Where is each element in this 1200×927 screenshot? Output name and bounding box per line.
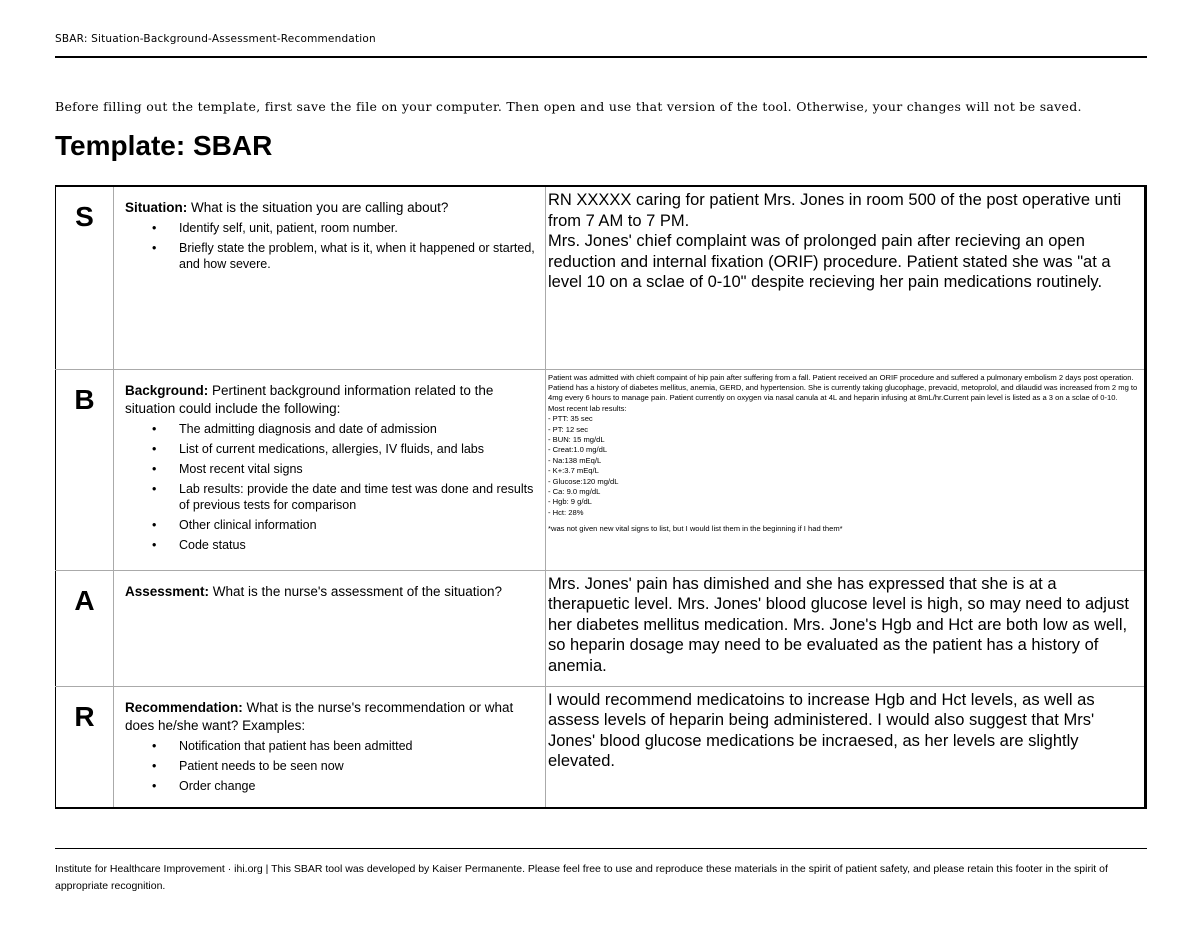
bullet-item: • Identify self, unit, patient, room number. (125, 220, 535, 236)
response-line[interactable]: - BUN: 15 mg/dL (548, 434, 605, 444)
bullet-item: • Notification that patient has been admitted (125, 738, 535, 754)
situation-prompt (114, 186, 546, 369)
instructions-text: Before filling out the template, first save the file on your computer. Then open and use that version of the tool. Otherwise, your changes will not be saved. (55, 99, 1082, 114)
header-divider (55, 56, 1147, 58)
sbar-row-background (56, 369, 1146, 570)
bullet-item: • Other clinical information (125, 517, 535, 533)
prompt-label: Assessment: (125, 583, 210, 599)
bullet-item: • Most recent vital signs (125, 461, 535, 477)
bullet-item: • List of current medications, allergies, IV fluids, and labs (125, 441, 535, 457)
response-line[interactable]: - Hct: 28% (548, 507, 584, 517)
page-title: Template: SBAR (55, 130, 273, 161)
bullet-item: • Patient needs to be seen now (125, 758, 535, 774)
prompt-label: Recommendation: (125, 699, 243, 715)
page-footer: Institute for Healthcare Improvement · ihi.org | This SBAR tool was developed by Kaiser Permanente. Please feel free to use and reproduce these materials in the spirit of patient safety, and please retain this footer in the spirit of appropriate recognition. (55, 863, 1108, 892)
prompt-label: Background: (125, 382, 209, 398)
response-line[interactable]: Patient was admitted with chieft compaint of hip pain after suffering from a fall. Patient received an ORIF procedure and suffered a pulmonary embolism 2 days post operation. (548, 372, 1134, 382)
prompt-text: What is the nurse's recommendation or what does he/she want? Examples: (125, 699, 514, 733)
response-line[interactable]: Most recent lab results: (548, 403, 627, 413)
prompt-bullets (125, 421, 535, 553)
bullet-item: • Order change (125, 778, 535, 794)
prompt-text: What is the situation you are calling about? (187, 200, 449, 215)
response-line[interactable]: - Hgb: 9 g/dL (548, 497, 592, 507)
response-line[interactable]: - PTT: 35 sec (548, 414, 593, 424)
bullet-item: • Briefly state the problem, what is it, when it happened or started, and how severe. (125, 240, 535, 272)
row-letter: S (56, 186, 114, 369)
response-line[interactable]: - K+:3.7 mEq/L (548, 466, 599, 476)
response-line[interactable]: Patiend has a history of diabetes mellitus, anemia, GERD, and hypertension. She is currently taking glucophage, prevacid, metoprolol, and dilaudid was increased from 2 mg to 4mg every 6 hours to manage pain. Patient currently on oxygen via nasal canula at 4L and heparin infusing at 8mL/hr.Current pain level is listed as a 3 on a sclae of 0-10. (548, 382, 1140, 403)
prompt-text: Pertinent background information related to the situation could include the following: (125, 382, 494, 416)
prompt-text: What is the nurse's assessment of the situation? (209, 583, 503, 599)
assessment-prompt (114, 570, 546, 686)
response-line[interactable]: *was not given new vital signs to list, but I would list them in the beginning if I had them* (548, 524, 843, 534)
row-letter: A (56, 570, 114, 686)
bullet-item: • Lab results: provide the date and time test was done and results of previous tests for comparison (125, 481, 535, 513)
footer-divider (55, 848, 1147, 849)
bullet-item: • Code status (125, 537, 535, 553)
bullet-item: • The admitting diagnosis and date of admission (125, 421, 535, 437)
recommendation-prompt (114, 686, 546, 808)
sbar-table (55, 185, 1147, 809)
response-text[interactable]: Mrs. Jones' pain has dimished and she has expressed that she is at a therapuetic level. Mrs. Jones' blood glucose level is high, so may need to adjust her diabetes mellitus medication. Mrs. Jone's Hgb and Hct are both low as well, so heparin dosage may need to be evaluated as the patient has a history of anemia. (548, 574, 1129, 675)
assessment-response[interactable] (546, 570, 1146, 686)
response-line[interactable]: - Na:138 mEq/L (548, 455, 602, 465)
prompt-bullets (125, 220, 535, 272)
response-line[interactable]: - Ca: 9.0 mg/dL (548, 486, 601, 496)
sbar-row-situation (56, 186, 1146, 369)
sbar-row-recommendation (56, 686, 1146, 808)
background-prompt (114, 369, 546, 570)
response-text[interactable]: I would recommend medicatoins to increase Hgb and Hct levels, as well as assess levels of heparin being administered. I would also suggest that Mrs' Jones' blood glucose medications be incraesed, as her levels are slightly elevated. (548, 690, 1095, 770)
sbar-row-assessment (56, 570, 1146, 686)
recommendation-response[interactable] (546, 686, 1146, 808)
response-text[interactable]: RN XXXXX caring for patient Mrs. Jones in room 500 of the post operative unti from 7 AM to 7 PM. Mrs. Jones' chief complaint was of prolonged pain after recieving an open reduction and internal fixation (ORIF) procedure. Patient stated she was "at a level 10 on a sclae of 0-10" despite recieving her pain medications routinely. (548, 191, 1122, 291)
background-response[interactable] (546, 369, 1146, 570)
row-letter: B (56, 369, 114, 570)
response-line[interactable]: - PT: 12 sec (548, 424, 589, 434)
prompt-bullets (125, 738, 535, 794)
document-header: SBAR: Situation-Background-Assessment-Recommendation (55, 33, 376, 45)
prompt-label: Situation: (125, 200, 188, 215)
row-letter: R (56, 686, 114, 808)
situation-response[interactable] (546, 186, 1146, 369)
response-line[interactable]: - Creat:1.0 mg/dL (548, 445, 608, 455)
response-line[interactable]: - Glucose:120 mg/dL (548, 476, 619, 486)
